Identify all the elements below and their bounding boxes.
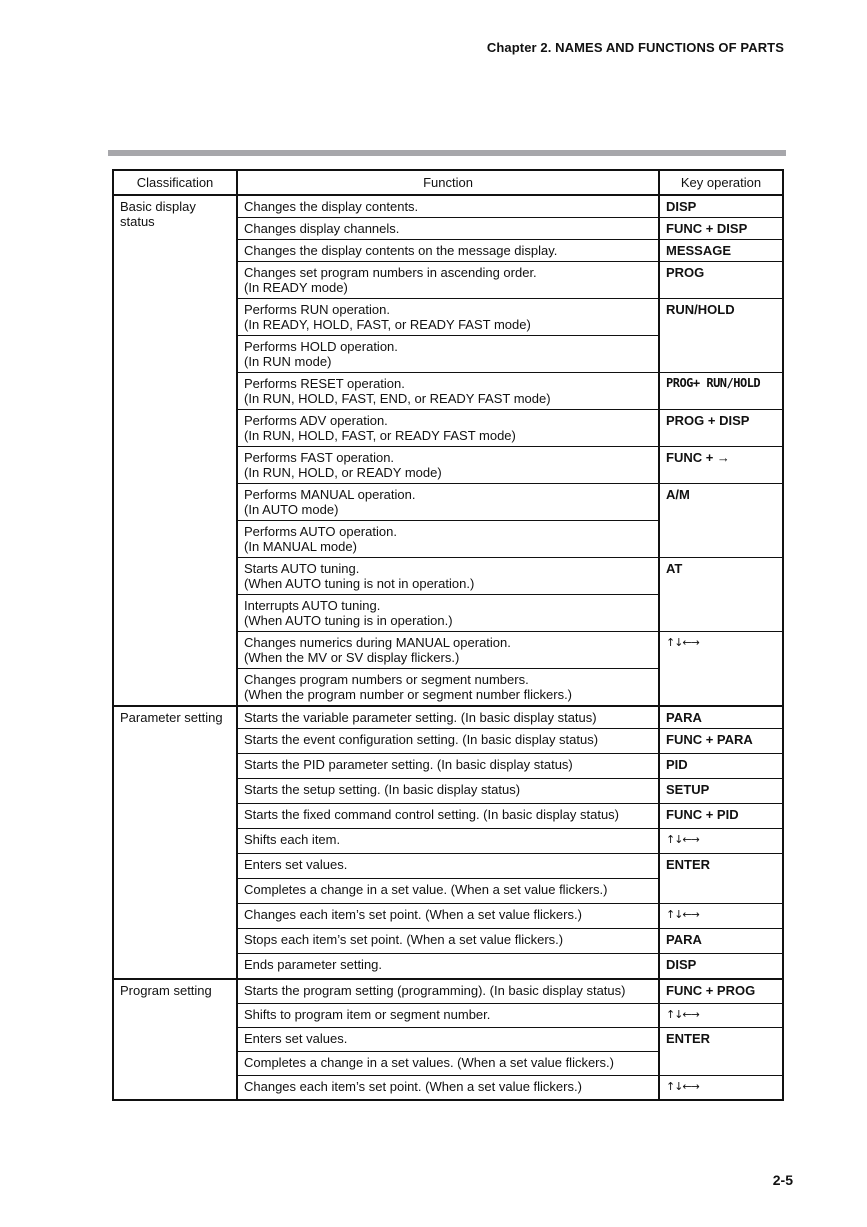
function-cell	[237, 929, 659, 954]
chapter-title: Chapter 2. NAMES AND FUNCTIONS OF PARTS	[486, 40, 784, 55]
function-text: Performs RESET operation.	[244, 376, 405, 391]
arrow-keys-icon: ↑↓←→	[659, 632, 783, 707]
function-mode-text: (In RUN, HOLD, FAST, or READY FAST mode)	[244, 428, 516, 443]
key-cell: PARA	[659, 706, 783, 729]
col-header-function: Function	[237, 170, 659, 195]
group-basic-display-status: Basic display status	[113, 195, 237, 706]
function-text: Changes set program numbers in ascending order.	[244, 265, 537, 280]
key-cell: DISP	[659, 954, 783, 979]
function-cell	[237, 804, 659, 829]
function-cell	[237, 1052, 659, 1076]
header-rule	[108, 150, 786, 156]
function-text: Performs MANUAL operation.	[244, 487, 416, 502]
function-text: Performs RUN operation.	[244, 302, 390, 317]
function-mode-text: (In RUN mode)	[244, 354, 332, 369]
function-cell	[237, 954, 659, 979]
function-mode-text: (In READY mode)	[244, 280, 348, 295]
function-text: Performs AUTO operation.	[244, 524, 397, 539]
function-cell	[237, 262, 659, 299]
function-mode-text: (When AUTO tuning is not in operation.)	[244, 576, 475, 591]
function-text: Performs HOLD operation.	[244, 339, 398, 354]
function-mode-text: (In RUN, HOLD, or READY mode)	[244, 465, 442, 480]
function-cell	[237, 779, 659, 804]
function-cell	[237, 410, 659, 447]
key-cell: ENTER	[659, 1028, 783, 1076]
key-cell: FUNC + PROG	[659, 979, 783, 1004]
function-text: Ends parameter setting.	[244, 957, 383, 972]
key-cell: PID	[659, 754, 783, 779]
key-operation-table	[112, 169, 784, 1101]
function-cell	[237, 632, 659, 669]
function-cell	[237, 299, 659, 336]
function-text: Changes display channels.	[244, 221, 400, 236]
col-header-key-operation: Key operation	[659, 170, 783, 195]
function-cell	[237, 484, 659, 521]
group-parameter-setting: Parameter setting	[113, 706, 237, 979]
function-text: Enters set values.	[244, 1031, 348, 1046]
function-cell	[237, 1004, 659, 1028]
function-mode-text: (When AUTO tuning is in operation.)	[244, 613, 453, 628]
function-text: Starts the variable parameter setting. (In basic display status)	[244, 710, 597, 725]
function-text: Interrupts AUTO tuning.	[244, 598, 381, 613]
function-cell	[237, 521, 659, 558]
function-cell	[237, 1028, 659, 1052]
function-cell	[237, 706, 659, 729]
function-mode-text: (In AUTO mode)	[244, 502, 339, 517]
function-text: Starts the setup setting. (In basic display status)	[244, 782, 521, 797]
function-mode-text: (In RUN, HOLD, FAST, END, or READY FAST mode)	[244, 391, 551, 406]
key-cell: PROG + DISP	[659, 410, 783, 447]
key-cell: PROG+ RUN/HOLD	[659, 373, 783, 410]
key-cell: PROG	[659, 262, 783, 299]
arrow-keys-icon: ↑↓←→	[659, 904, 783, 929]
function-text: Shifts each item.	[244, 832, 341, 847]
function-cell	[237, 754, 659, 779]
function-cell	[237, 904, 659, 929]
function-cell	[237, 879, 659, 904]
function-text: Starts the fixed command control setting. (In basic display status)	[244, 807, 620, 822]
table-row	[113, 706, 783, 729]
key-cell: PARA	[659, 929, 783, 954]
function-mode-text: (When the MV or SV display flickers.)	[244, 650, 460, 665]
col-header-classification: Classification	[113, 170, 237, 195]
table-row	[113, 979, 783, 1004]
key-cell: SETUP	[659, 779, 783, 804]
function-text: Changes each item’s set point. (When a set value flickers.)	[244, 1079, 582, 1094]
function-cell	[237, 729, 659, 754]
key-cell: MESSAGE	[659, 240, 783, 262]
function-cell	[237, 595, 659, 632]
key-cell: FUNC + →	[659, 447, 783, 484]
function-text: Changes numerics during MANUAL operation.	[244, 635, 511, 650]
key-cell: FUNC + PID	[659, 804, 783, 829]
function-text: Completes a change in a set values. (When a set value flickers.)	[244, 1055, 614, 1070]
function-cell	[237, 373, 659, 410]
function-text: Starts the PID parameter setting. (In basic display status)	[244, 757, 573, 772]
function-text: Stops each item’s set point. (When a set value flickers.)	[244, 932, 564, 947]
function-cell	[237, 336, 659, 373]
table-row	[113, 195, 783, 218]
key-cell: RUN/HOLD	[659, 299, 783, 373]
function-cell	[237, 447, 659, 484]
function-cell	[237, 558, 659, 595]
function-text: Enters set values.	[244, 857, 348, 872]
group-program-setting: Program setting	[113, 979, 237, 1100]
function-text: Changes program numbers or segment numbers.	[244, 672, 529, 687]
key-cell: DISP	[659, 195, 783, 218]
function-text: Shifts to program item or segment number.	[244, 1007, 491, 1022]
key-cell: FUNC + PARA	[659, 729, 783, 754]
function-cell	[237, 854, 659, 879]
function-mode-text: (When the program number or segment number flickers.)	[244, 687, 573, 702]
function-cell	[237, 1076, 659, 1100]
function-text: Starts AUTO tuning.	[244, 561, 360, 576]
key-cell: A/M	[659, 484, 783, 558]
key-cell: ENTER	[659, 854, 783, 904]
key-cell: AT	[659, 558, 783, 632]
table-header-row	[113, 170, 783, 195]
function-text: Changes the display contents.	[244, 199, 419, 214]
page-number: 2-5	[772, 1172, 793, 1188]
function-text: Changes the display contents on the message display.	[244, 243, 558, 258]
function-mode-text: (In READY, HOLD, FAST, or READY FAST mode)	[244, 317, 531, 332]
function-text: Performs ADV operation.	[244, 413, 388, 428]
function-text: Performs FAST operation.	[244, 450, 395, 465]
arrow-keys-icon: ↑↓←→	[659, 829, 783, 854]
arrow-keys-icon: ↑↓←→	[659, 1004, 783, 1028]
function-cell	[237, 829, 659, 854]
function-cell	[237, 218, 659, 240]
arrow-keys-icon: ↑↓←→	[659, 1076, 783, 1100]
function-text: Completes a change in a set value. (When a set value flickers.)	[244, 882, 608, 897]
key-cell: FUNC + DISP	[659, 218, 783, 240]
function-cell	[237, 979, 659, 1004]
function-cell	[237, 240, 659, 262]
function-text: Changes each item’s set point. (When a set value flickers.)	[244, 907, 582, 922]
function-cell	[237, 669, 659, 707]
function-text: Starts the program setting (programming). (In basic display status)	[244, 982, 626, 998]
function-mode-text: (In MANUAL mode)	[244, 539, 357, 554]
function-cell	[237, 195, 659, 218]
function-text: Starts the event configuration setting. (In basic display status)	[244, 732, 599, 747]
